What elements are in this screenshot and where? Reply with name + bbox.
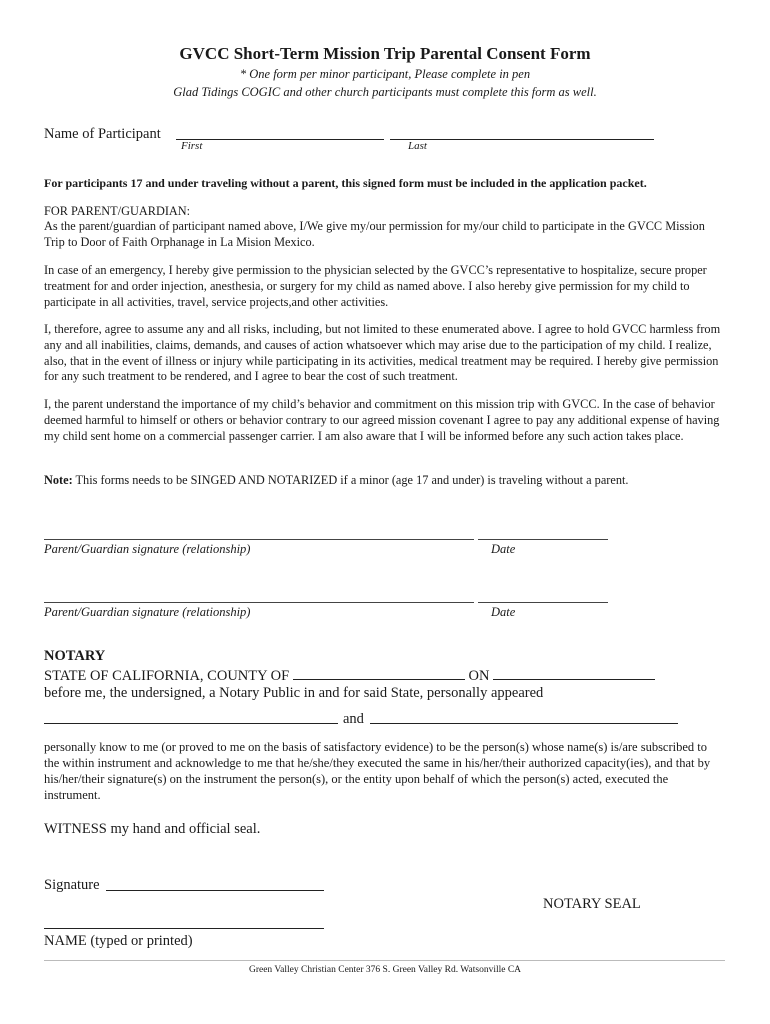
notary-signature-line[interactable] (106, 890, 324, 891)
emergency-paragraph: In case of an emergency, I hereby give permission to the physician selected by the GVCC’s representative to hospitalize, secure proper treatment for and order injection, anesthesia, or surgery for my child as named above. I also hereby give permission for my child to participate in all activities, travel, service projects,and other activities. (44, 263, 707, 309)
notary-before-text: before me, the undersigned, a Notary Public in and for said State, personally appeared (44, 685, 544, 701)
permission-paragraph: As the parent/guardian of participant named above, I/We give my/our permission for my/our child to participate in the GVCC Mission Trip to Door of Faith Orphanage in La Mision Mexico. (44, 219, 705, 249)
risk-paragraph: I, therefore, agree to assume any and all risks, including, but not limited to these enumerated above. I agree to hold GVCC harmless from any and all inabilities, claims, demands, and causes of action whatsoever which may arise due to the participation of my child. I realize, also, that in the event of illness or injury while participating in its activities, medical treatment may be required. I hereby give permission for any such treatment to be rendered, and I agree to bear the cost of such treatment. (44, 322, 721, 384)
notice-text: For participants 17 and under traveling without a parent, this signed form must be included in the application packet. (44, 176, 647, 190)
notary-heading: NOTARY (44, 648, 106, 664)
notary-state-text: STATE OF CALIFORNIA, COUNTY OF (44, 668, 290, 684)
guardian-date-caption-1: Date (491, 542, 516, 556)
notary-person-line-2[interactable] (370, 723, 678, 724)
form-title: GVCC Short-Term Mission Trip Parental Consent Form (179, 44, 591, 63)
notary-and-text: and (343, 711, 364, 727)
notary-county-field[interactable] (293, 667, 465, 680)
note-text: This forms needs to be SINGED AND NOTARIZED if a minor (age 17 and under) is traveling without a parent. (72, 473, 629, 487)
guardian-signature-line-1[interactable] (44, 539, 474, 540)
guardian-signature-caption-2: Parent/Guardian signature (relationship) (44, 605, 251, 619)
notary-witness-text: WITNESS my hand and official seal. (44, 821, 261, 837)
participant-last-name-line[interactable] (390, 139, 654, 140)
footer-divider (44, 960, 725, 961)
footer-address: Green Valley Christian Center 376 S. Green Valley Rd. Watsonville CA (248, 965, 522, 975)
notary-state-line (44, 667, 655, 685)
notary-person-line-1[interactable] (44, 723, 338, 724)
notary-name-label: NAME (typed or printed) (44, 933, 193, 949)
participant-first-name-line[interactable] (176, 139, 384, 140)
notary-body-text: personally know to me (or proved to me on the basis of satisfactory evidence) to be the person(s) whose name(s) is/are subscribed to the within instrument and acknowledge to me that he/she/they executed the same in his/her/their authorized capacity(ies), and that by his/her/their signature(s) on the instrument the person(s), or the entity upon behalf of which the person(s) acted, executed the instrument. (44, 740, 711, 802)
notary-on-text: ON (468, 668, 490, 684)
guardian-signature-caption-1: Parent/Guardian signature (relationship) (44, 542, 251, 556)
form-subtitle-church: Glad Tidings COGIC and other church participants must complete this form as well. (173, 85, 597, 99)
guardian-date-caption-2: Date (491, 605, 516, 619)
note-paragraph (44, 473, 724, 489)
notary-seal-label: NOTARY SEAL (543, 896, 641, 912)
notary-name-line[interactable] (44, 928, 324, 929)
guardian-date-line-2[interactable] (478, 602, 608, 603)
form-subtitle-instruction: * One form per minor participant, Please complete in pen (239, 67, 531, 81)
notary-signature-label: Signature (44, 877, 100, 893)
guardian-heading: FOR PARENT/GUARDIAN: (44, 204, 191, 218)
guardian-date-line-1[interactable] (478, 539, 608, 540)
last-name-caption: Last (408, 140, 427, 152)
participant-name-label: Name of Participant (44, 126, 161, 142)
behavior-paragraph: I, the parent understand the importance of my child’s behavior and commitment on this mission trip with GVCC. In the case of behavior deemed harmful to himself or others or behavior contrary to our agreed mission covenant I agree to pay any additional expense of having my child sent home on a commercial passenger carrier. I am also aware that I will be informed before any such action takes place. (44, 397, 720, 443)
first-name-caption: First (181, 140, 203, 152)
note-label: Note: (44, 473, 73, 487)
guardian-signature-line-2[interactable] (44, 602, 474, 603)
notary-date-field[interactable] (493, 667, 655, 680)
